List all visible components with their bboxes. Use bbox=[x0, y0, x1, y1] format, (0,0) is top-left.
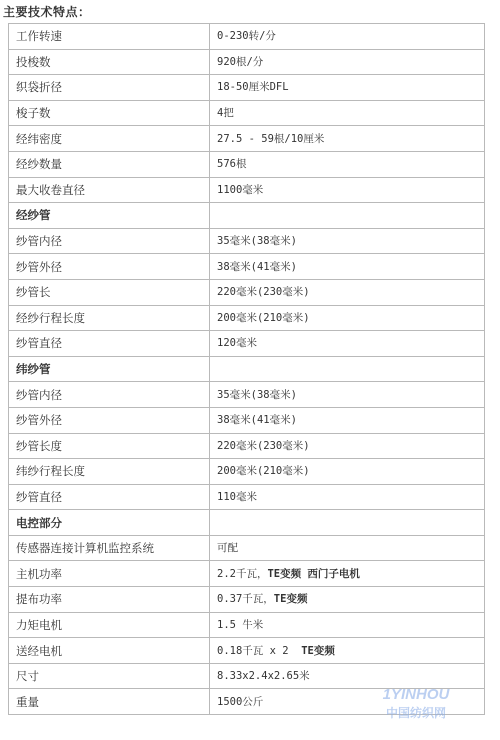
row-value: 220毫米(230毫米) bbox=[210, 433, 485, 459]
table-row bbox=[9, 305, 485, 331]
row-value: 1500公斤 bbox=[210, 689, 485, 715]
row-value: 可配 bbox=[210, 535, 485, 561]
row-value: 18-50厘米DFL bbox=[210, 75, 485, 101]
row-value: 0.37千瓦，TE变频 bbox=[210, 587, 485, 613]
row-value: 576根 bbox=[210, 151, 485, 177]
row-label: 主机功率 bbox=[9, 561, 210, 587]
row-label: 最大收卷直径 bbox=[9, 177, 210, 203]
row-value bbox=[210, 203, 485, 229]
section-row bbox=[9, 356, 485, 382]
row-value: 200毫米(210毫米) bbox=[210, 459, 485, 485]
row-label: 纱管内径 bbox=[9, 228, 210, 254]
table-row bbox=[9, 254, 485, 280]
table-row bbox=[9, 587, 485, 613]
row-label: 梭子数 bbox=[9, 100, 210, 126]
table-row bbox=[9, 407, 485, 433]
row-label: 尺寸 bbox=[9, 663, 210, 689]
section-label: 电控部分 bbox=[9, 510, 210, 536]
spec-table bbox=[8, 23, 485, 715]
row-label: 力矩电机 bbox=[9, 612, 210, 638]
watermark-line2: 中国纺织网 bbox=[385, 706, 447, 720]
table-row bbox=[9, 638, 485, 664]
row-label: 纱管外径 bbox=[9, 254, 210, 280]
row-label: 经纱行程长度 bbox=[9, 305, 210, 331]
row-value: 0-230转/分 bbox=[210, 24, 485, 50]
row-value: 120毫米 bbox=[210, 331, 485, 357]
value-emphasis: TE变频 bbox=[273, 593, 308, 606]
section-label: 经纱管 bbox=[9, 203, 210, 229]
row-label: 传感器连接计算机监控系统 bbox=[9, 535, 210, 561]
table-row bbox=[9, 228, 485, 254]
row-value: 0.18千瓦 x 2 TE变频 bbox=[210, 638, 485, 664]
section-row bbox=[9, 510, 485, 536]
row-label: 纱管外径 bbox=[9, 407, 210, 433]
row-value: 110毫米 bbox=[210, 484, 485, 510]
row-value: 35毫米(38毫米) bbox=[210, 382, 485, 408]
table-row bbox=[9, 535, 485, 561]
row-value: 8.33x2.4x2.65米 bbox=[210, 663, 485, 689]
section-row bbox=[9, 203, 485, 229]
row-label: 织袋折径 bbox=[9, 75, 210, 101]
table-row bbox=[9, 100, 485, 126]
row-label: 经纬密度 bbox=[9, 126, 210, 152]
table-row bbox=[9, 75, 485, 101]
row-label: 纱管长 bbox=[9, 279, 210, 305]
table-row bbox=[9, 177, 485, 203]
row-label: 提布功率 bbox=[9, 587, 210, 613]
row-value: 1100毫米 bbox=[210, 177, 485, 203]
row-value: 38毫米(41毫米) bbox=[210, 407, 485, 433]
table-row bbox=[9, 382, 485, 408]
row-label: 纱管直径 bbox=[9, 331, 210, 357]
row-value bbox=[210, 356, 485, 382]
row-value: 4把 bbox=[210, 100, 485, 126]
row-value: 35毫米(38毫米) bbox=[210, 228, 485, 254]
row-label: 工作转速 bbox=[9, 24, 210, 50]
spec-heading: 主要技术特点： bbox=[3, 5, 91, 19]
row-value: 220毫米(230毫米) bbox=[210, 279, 485, 305]
row-value: 27.5 - 59根/10厘米 bbox=[210, 126, 485, 152]
row-label: 送经电机 bbox=[9, 638, 210, 664]
row-label: 重量 bbox=[9, 689, 210, 715]
row-label: 纱管长度 bbox=[9, 433, 210, 459]
table-row bbox=[9, 151, 485, 177]
row-label: 纱管直径 bbox=[9, 484, 210, 510]
row-label: 纬纱行程长度 bbox=[9, 459, 210, 485]
section-label: 纬纱管 bbox=[9, 356, 210, 382]
table-row bbox=[9, 279, 485, 305]
value-emphasis: TE变频 西门子电机 bbox=[267, 567, 360, 580]
row-value: 200毫米(210毫米) bbox=[210, 305, 485, 331]
table-row bbox=[9, 459, 485, 485]
row-label: 纱管内径 bbox=[9, 382, 210, 408]
table-row bbox=[9, 484, 485, 510]
row-label: 投梭数 bbox=[9, 49, 210, 75]
table-row bbox=[9, 49, 485, 75]
table-row bbox=[9, 612, 485, 638]
table-row bbox=[9, 126, 485, 152]
row-value: 920根/分 bbox=[210, 49, 485, 75]
row-value bbox=[210, 510, 485, 536]
row-value: 2.2千瓦，TE变频 西门子电机 bbox=[210, 561, 485, 587]
table-row bbox=[9, 24, 485, 50]
row-value: 1.5 牛米 bbox=[210, 612, 485, 638]
table-row bbox=[9, 433, 485, 459]
row-label: 经纱数量 bbox=[9, 151, 210, 177]
row-value: 38毫米(41毫米) bbox=[210, 254, 485, 280]
site-watermark bbox=[358, 683, 474, 723]
watermark-line1: 1YINHOU bbox=[382, 686, 450, 703]
table-row bbox=[9, 331, 485, 357]
table-row bbox=[9, 561, 485, 587]
value-emphasis: TE变频 bbox=[301, 644, 335, 657]
